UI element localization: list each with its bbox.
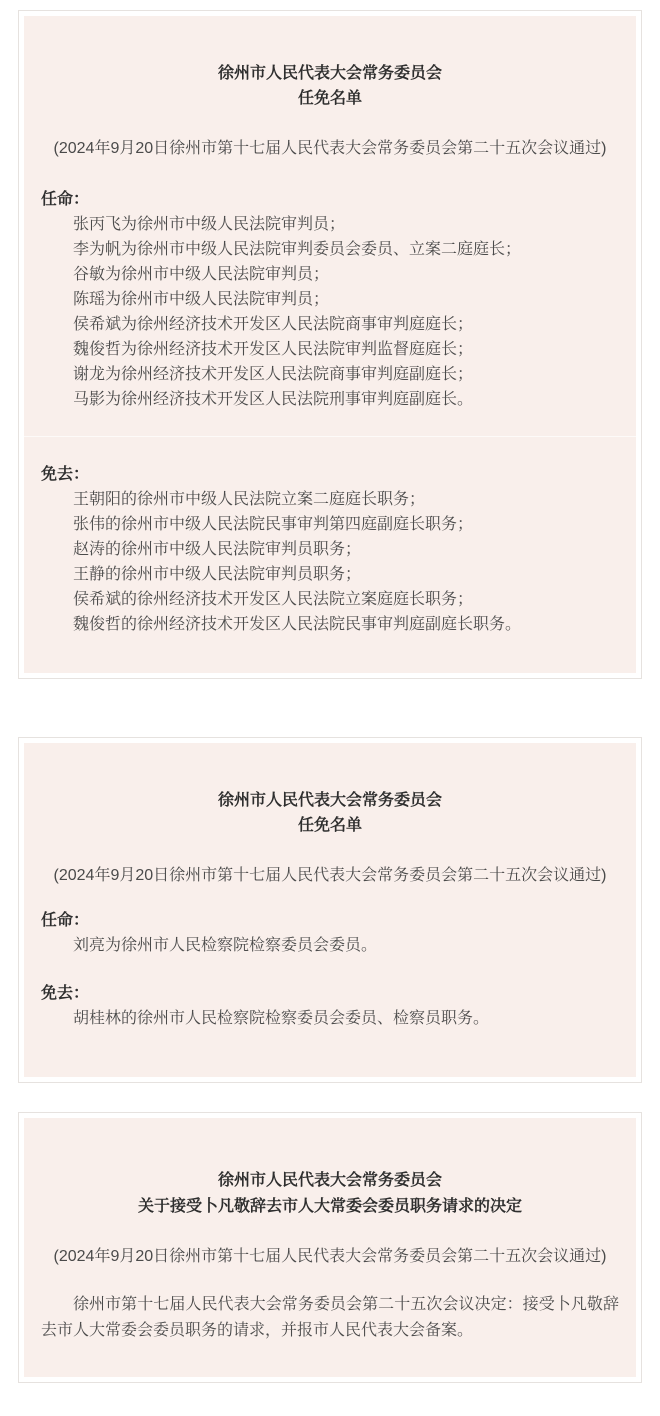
section-label-appointments: 任命： bbox=[41, 191, 90, 208]
adoption-date-line: (2024年9月20日徐州市第十七届人民代表大会常务委员会第二十五次会议通过) bbox=[53, 140, 607, 157]
section-label-removals: 免去： bbox=[41, 466, 90, 483]
adoption-date-line: (2024年9月20日徐州市第十七届人民代表大会常务委员会第二十五次会议通过) bbox=[53, 867, 607, 884]
document-title bbox=[41, 61, 619, 111]
removal-item: 侯希斌的徐州经济技术开发区人民法院立案庭庭长职务； bbox=[73, 591, 474, 608]
appointment-item: 魏俊哲为徐州经济技术开发区人民法院审判监督庭庭长； bbox=[73, 341, 474, 358]
card-content bbox=[24, 743, 636, 1077]
card-content bbox=[24, 1118, 636, 1377]
appointment-item: 侯希斌为徐州经济技术开发区人民法院商事审判庭庭长； bbox=[73, 316, 474, 333]
title-document-type: 任免名单 bbox=[297, 817, 362, 834]
image-stitch-seam bbox=[24, 436, 636, 437]
appointment-item: 谢龙为徐州经济技术开发区人民法院商事审判庭副庭长； bbox=[73, 366, 474, 383]
announcement-card-court bbox=[18, 10, 642, 679]
adoption-date-line: (2024年9月20日徐州市第十七届人民代表大会常务委员会第二十五次会议通过) bbox=[53, 1248, 607, 1265]
appointment-item: 马影为徐州经济技术开发区人民法院刑事审判庭副庭长。 bbox=[73, 391, 474, 408]
decision-body-paragraph: 徐州市第十七届人民代表大会常务委员会第二十五次会议决定：接受卜凡敬辞去市人大常委会委员职务的请求，并报市人民代表大会备案。 bbox=[41, 1296, 619, 1339]
appointment-item: 李为帆为徐州市中级人民法院审判委员会委员、立案二庭庭长； bbox=[73, 241, 522, 258]
article-page bbox=[0, 10, 660, 1416]
section-label-appointments: 任命： bbox=[41, 912, 90, 929]
document-title bbox=[41, 788, 619, 838]
removal-item: 魏俊哲的徐州经济技术开发区人民法院民事审判庭副庭长职务。 bbox=[73, 616, 522, 633]
card-content bbox=[24, 16, 636, 673]
removal-item: 胡桂林的徐州市人民检察院检察委员会委员、检察员职务。 bbox=[73, 1010, 490, 1027]
title-decision-subject: 关于接受卜凡敬辞去市人大常委会委员职务请求的决定 bbox=[137, 1198, 522, 1215]
announcement-card-resignation bbox=[18, 1112, 642, 1383]
appointment-item: 张丙飞为徐州市中级人民法院审判员； bbox=[73, 216, 346, 233]
announcement-card-procuratorate bbox=[18, 737, 642, 1083]
removal-item: 张伟的徐州市中级人民法院民事审判第四庭副庭长职务； bbox=[73, 516, 474, 533]
appointment-item: 谷敏为徐州市中级人民法院审判员； bbox=[73, 266, 330, 283]
title-organization: 徐州市人民代表大会常务委员会 bbox=[217, 792, 442, 809]
appointment-item: 陈瑶为徐州市中级人民法院审判员； bbox=[73, 291, 330, 308]
title-document-type: 任免名单 bbox=[297, 90, 362, 107]
appointment-item: 刘亮为徐州市人民检察院检察委员会委员。 bbox=[73, 937, 378, 954]
removal-item: 王朝阳的徐州市中级人民法院立案二庭庭长职务； bbox=[73, 491, 426, 508]
removal-item: 赵涛的徐州市中级人民法院审判员职务； bbox=[73, 541, 362, 558]
title-organization: 徐州市人民代表大会常务委员会 bbox=[217, 65, 442, 82]
section-label-removals: 免去： bbox=[41, 985, 90, 1002]
document-title bbox=[41, 1168, 619, 1220]
title-organization: 徐州市人民代表大会常务委员会 bbox=[217, 1172, 442, 1189]
removal-item: 王静的徐州市中级人民法院审判员职务； bbox=[73, 566, 362, 583]
